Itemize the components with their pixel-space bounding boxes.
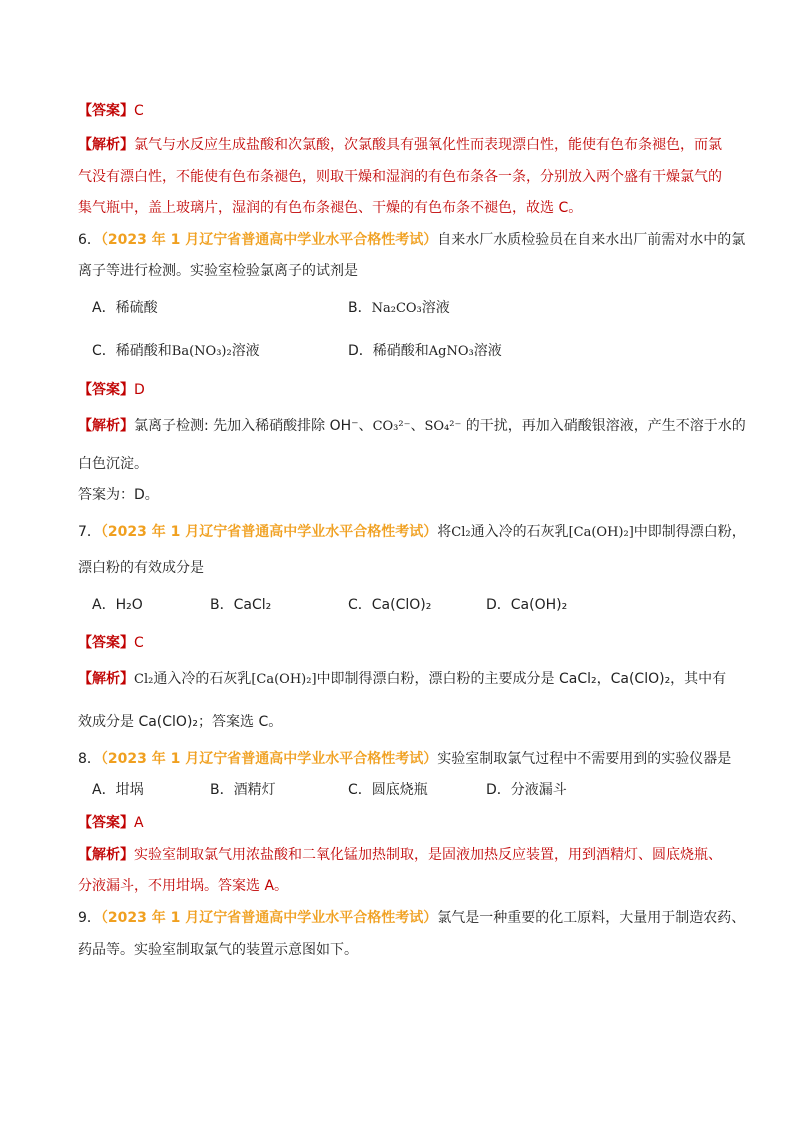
explanation-label: 【解析】 xyxy=(78,137,134,153)
question-source: （2023 年 1 月辽宁省普通高中学业水平合格性考试） xyxy=(100,910,438,926)
answer-label: 【答案】 xyxy=(78,103,134,119)
question-7 xyxy=(78,522,746,543)
question-9 xyxy=(78,908,745,928)
question-text: 氯气是一种重要的化工原料，大量用于制造农药、 xyxy=(437,910,746,926)
chem-formula: [Ca(OH)₂] xyxy=(251,672,317,687)
chem-formula: AgNO₃ xyxy=(428,344,474,359)
option-b: B．酒精灯 xyxy=(210,782,276,798)
question-text: 实验室制取氯气过程中不需要用到的实验仪器是 xyxy=(437,751,732,767)
option-text: 溶液 xyxy=(231,343,260,359)
option-b xyxy=(348,298,450,319)
explanation-line xyxy=(78,416,746,437)
chem-formula: SO₄²⁻ xyxy=(424,419,462,434)
explanation-text: 白色沉淀。 xyxy=(78,456,148,472)
option-c: C．Ca(ClO)₂ xyxy=(348,597,432,613)
option-b: B．CaCl₂ xyxy=(210,597,272,613)
question-number: 8． xyxy=(78,751,101,767)
explanation-text: 效成分是 Ca(ClO)₂；答案选 C。 xyxy=(78,714,283,730)
question-8 xyxy=(78,749,731,769)
explanation-text: 氯离子检测: 先加入稀硝酸排除 OH⁻、 xyxy=(134,418,373,434)
explanation-text: 通入冷的石灰乳 xyxy=(153,671,252,687)
question-text: 通入冷的石灰乳 xyxy=(470,524,569,540)
answer-label: 【答案】 xyxy=(78,382,134,398)
question-source: （2023 年 1 月辽宁省普通高中学业水平合格性考试） xyxy=(100,232,438,248)
option-text: 溶液 xyxy=(473,343,502,359)
explanation-line xyxy=(78,135,722,155)
answer-line xyxy=(78,633,144,653)
question-number: 6． xyxy=(78,232,101,248)
option-a: A．H₂O xyxy=(92,597,143,613)
question-text: 中即制得漂白粉， xyxy=(633,524,746,540)
answer-value: D xyxy=(134,382,145,398)
explanation-text: 分液漏斗，不用坩埚。答案选 A。 xyxy=(78,878,289,894)
option-c xyxy=(92,341,260,362)
option-d: D．Ca(OH)₂ xyxy=(486,597,568,613)
option-c: C．圆底烧瓶 xyxy=(348,782,428,798)
chem-formula: Cl₂ xyxy=(451,525,471,540)
explanation-text: 中即制得漂白粉，漂白粉的主要成分是 CaCl₂，Ca(ClO)₂，其中有 xyxy=(316,671,727,687)
question-number: 7． xyxy=(78,524,101,540)
answer-line xyxy=(78,380,145,400)
question-number: 9． xyxy=(78,910,101,926)
explanation-line xyxy=(78,669,726,690)
explanation-label: 【解析】 xyxy=(78,671,134,687)
question-text: 漂白粉的有效成分是 xyxy=(78,560,204,576)
question-text: 药品等。实验室制取氯气的装置示意图如下。 xyxy=(78,942,358,958)
answer-value: A xyxy=(134,815,144,831)
answer-label: 【答案】 xyxy=(78,635,134,651)
chem-formula: Ba(NO₃)₂ xyxy=(171,344,232,359)
option-label: D．稀硝酸和 xyxy=(348,343,429,359)
chem-formula: Na₂CO₃ xyxy=(371,301,422,316)
answer-value: C xyxy=(134,635,144,651)
option-d xyxy=(348,341,502,362)
option-a: A．坩埚 xyxy=(92,782,144,798)
option-a: A．稀硫酸 xyxy=(92,300,158,316)
explanation-text: 气没有漂白性，不能使有色布条褪色，则取干燥和湿润的有色布条各一条，分别放入两个盛有干燥氯气的 xyxy=(78,169,722,185)
explanation-text: 、 xyxy=(410,418,425,434)
option-text: 溶液 xyxy=(421,300,450,316)
question-text: 自来水厂水质检验员在自来水出厂前需对水中的氯 xyxy=(437,232,746,248)
explanation-text: 集气瓶中，盖上玻璃片，湿润的有色布条褪色、干燥的有色布条不褪色，故选 C。 xyxy=(78,200,583,216)
answer-statement: 答案为：D。 xyxy=(78,487,159,503)
explanation-text: 的干扰，再加入硝酸银溶液，产生不溶于水的 xyxy=(461,418,746,434)
answer-value: C xyxy=(134,103,144,119)
option-label: B． xyxy=(348,300,372,316)
chem-formula: Cl₂ xyxy=(134,672,154,687)
question-source: （2023 年 1 月辽宁省普通高中学业水平合格性考试） xyxy=(100,524,438,540)
option-d: D．分液漏斗 xyxy=(486,782,567,798)
answer-line xyxy=(78,101,144,121)
answer-line xyxy=(78,813,144,833)
question-text: 将 xyxy=(437,524,452,540)
question-6 xyxy=(78,230,745,250)
question-source: （2023 年 1 月辽宁省普通高中学业水平合格性考试） xyxy=(100,751,438,767)
explanation-label: 【解析】 xyxy=(78,847,134,863)
explanation-line xyxy=(78,845,722,865)
answer-label: 【答案】 xyxy=(78,815,134,831)
option-label: C．稀硝酸和 xyxy=(92,343,172,359)
chem-formula: CO₃²⁻ xyxy=(372,419,411,434)
explanation-text: 实验室制取氯气用浓盐酸和二氧化锰加热制取，是固液加热反应装置，用到酒精灯、圆底烧瓶、 xyxy=(134,847,722,863)
chem-formula: [Ca(OH)₂] xyxy=(568,525,634,540)
explanation-text: 氯气与水反应生成盐酸和次氯酸，次氯酸具有强氧化性而表现漂白性，能使有色布条褪色，而氯 xyxy=(134,137,722,153)
explanation-label: 【解析】 xyxy=(78,418,134,434)
question-text: 离子等进行检测。实验室检验氯离子的试剂是 xyxy=(78,263,358,279)
